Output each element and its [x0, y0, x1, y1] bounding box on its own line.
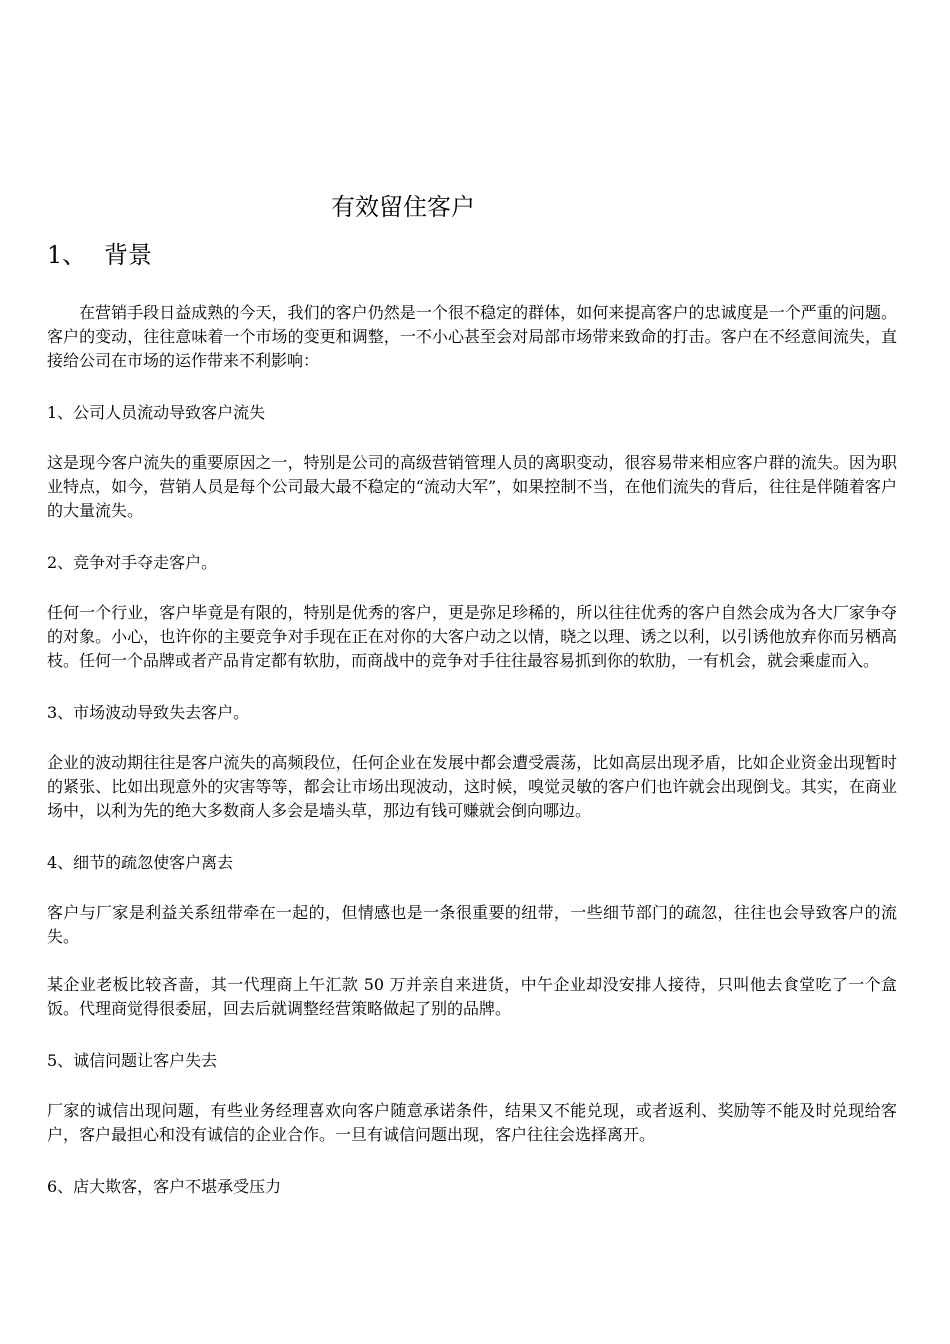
reason-heading-5: 5、诚信问题让客户失去	[47, 1051, 218, 1070]
section-title: 背景	[104, 241, 152, 269]
section-number: 1、	[47, 241, 87, 269]
intro-paragraph: 在营销手段日益成熟的今天，我们的客户仍然是一个很不稳定的群体，如何来提高客户的忠诚度是一个严重的问题。客户的变动，往往意味着一个市场的变更和调整，一不小心甚至会对局部市场带来致命的打击。客户在不经意间流失，直接给公司在市场的运作带来不利影响：	[47, 303, 897, 370]
reason-paragraph-2: 任何一个行业，客户毕竟是有限的，特别是优秀的客户，更是弥足珍稀的，所以往往优秀的客户自然会成为各大厂家争夺的对象。小心，也许你的主要竞争对手现在正在对你的大客户动之以情，晓之以理、诱之以利，以引诱他放弃你而另栖高枝。任何一个品牌或者产品肯定都有软肋，而商战中的竞争对手往往最容易抓到你的软肋，一有机会，就会乘虚而入。	[47, 603, 897, 670]
reason-paragraph-1: 这是现今客户流失的重要原因之一，特别是公司的高级营销管理人员的离职变动，很容易带来相应客户群的流失。因为职业特点，如今，营销人员是每个公司最大最不稳定的“流动大军”，如果控制不当，在他们流失的背后，往往是伴随着客户的大量流失。	[47, 453, 897, 520]
reason-heading-2: 2、竞争对手夺走客户。	[47, 553, 218, 572]
reason-paragraph-4: 客户与厂家是利益关系纽带牵在一起的，但情感也是一条很重要的纽带，一些细节部门的疏忽，往往也会导致客户的流失。	[47, 903, 897, 946]
section-heading	[47, 240, 152, 270]
reason-heading-6: 6、店大欺客，客户不堪承受压力	[47, 1177, 282, 1196]
document-body	[47, 301, 897, 1199]
reason-heading-1: 1、公司人员流动导致客户流失	[47, 403, 266, 422]
reason-paragraph-5: 厂家的诚信出现问题，有些业务经理喜欢向客户随意承诺条件，结果又不能兑现，或者返利、奖励等不能及时兑现给客户，客户最担心和没有诚信的企业合作。一旦有诚信问题出现，客户往往会选择离开。	[47, 1101, 897, 1144]
reason-heading-4: 4、细节的疏忽使客户离去	[47, 853, 234, 872]
reason-heading-3: 3、市场波动导致失去客户。	[47, 703, 250, 722]
example-paragraph: 某企业老板比较吝啬，其一代理商上午汇款 50 万并亲自来进货，中午企业却没安排人接待，只叫他去食堂吃了一个盒饭。代理商觉得很委屈，回去后就调整经营策略做起了别的品牌。	[47, 975, 897, 1018]
document-title: 有效留住客户	[331, 193, 475, 221]
reason-paragraph-3: 企业的波动期往往是客户流失的高频段位，任何企业在发展中都会遭受震荡，比如高层出现矛盾，比如企业资金出现暂时的紧张、比如出现意外的灾害等等，都会让市场出现波动，这时候，嗅觉灵敏的客户们也许就会出现倒戈。其实，在商业场中，以利为先的绝大多数商人多会是墙头草，那边有钱可赚就会倒向哪边。	[47, 753, 897, 820]
